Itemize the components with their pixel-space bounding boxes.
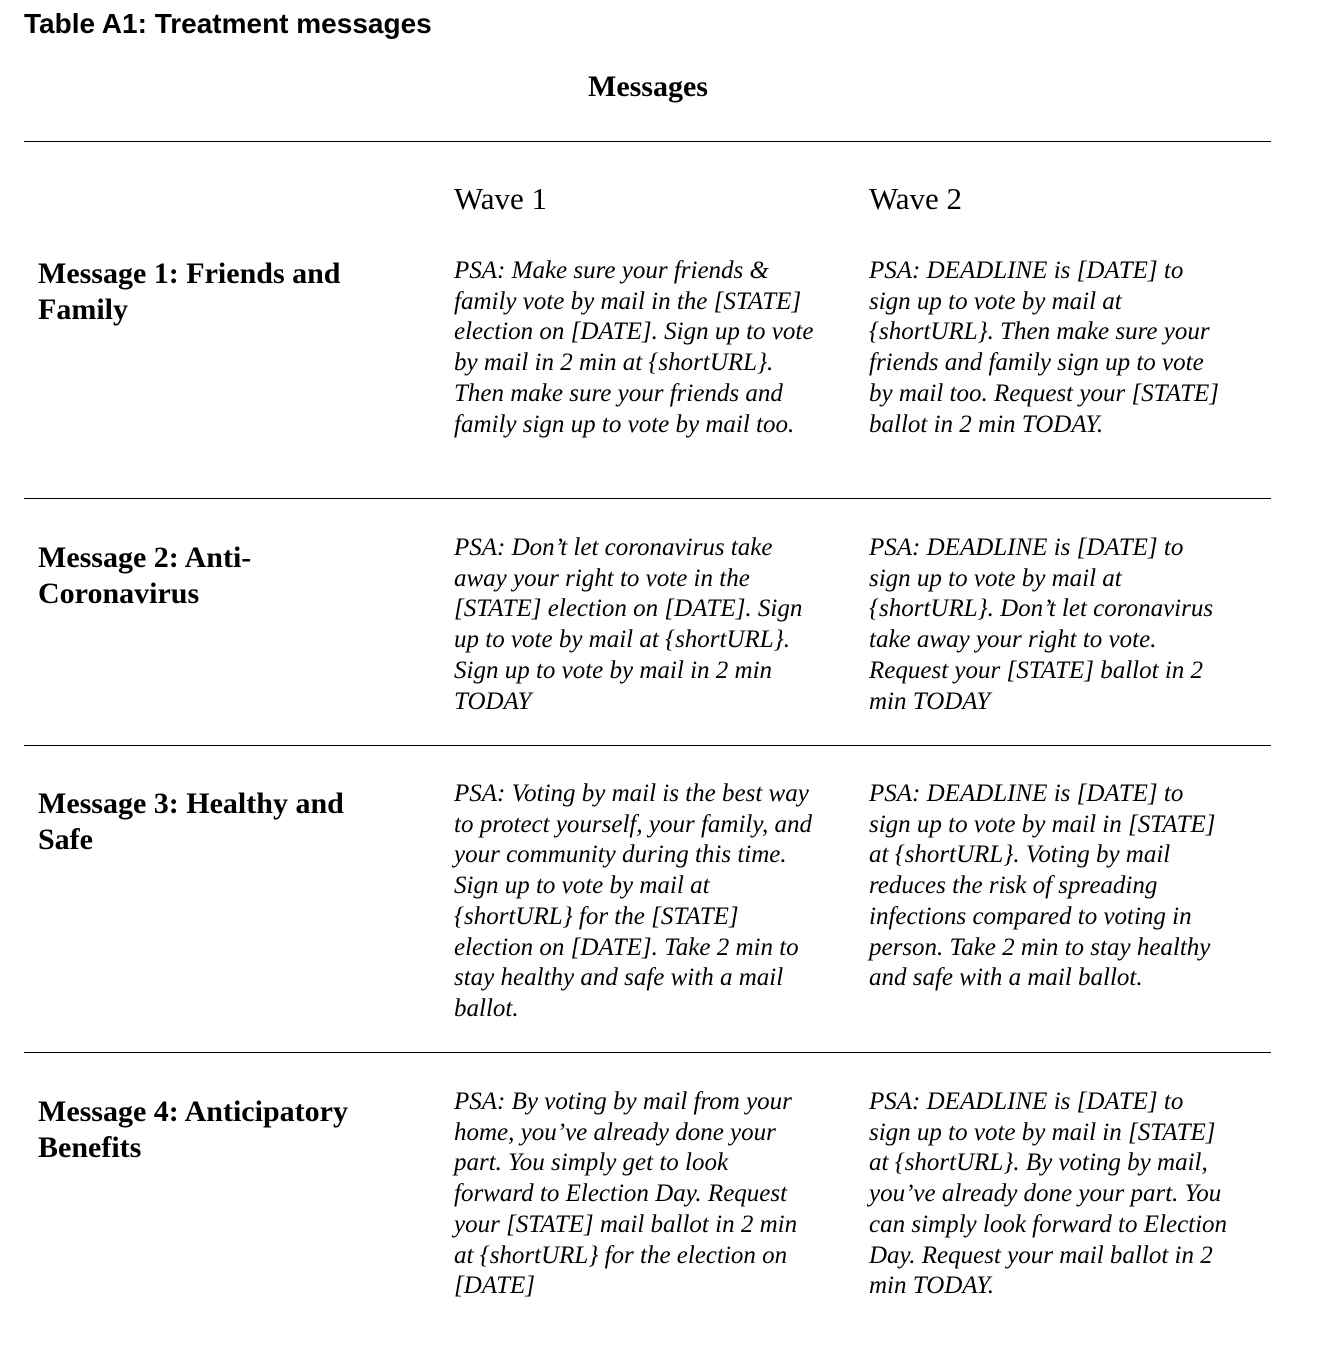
message-line: election on [DATE]. Take 2 min to [454, 933, 799, 961]
message-line: PSA: DEADLINE is [DATE] to [869, 534, 1184, 561]
message-line: by mail in 2 min at {shortURL}. [454, 349, 774, 377]
message-line: min TODAY [869, 687, 991, 715]
row-label-line: Family [38, 293, 128, 326]
message-line: Then make sure your friends and [454, 379, 783, 407]
message-line: your [STATE] mail ballot in 2 min [454, 1210, 798, 1238]
top-rule [24, 141, 1271, 142]
message-line: family vote by mail in the [STATE] [454, 287, 802, 315]
message-line: sign up to vote by mail at [869, 564, 1122, 592]
row-label-message-2 [38, 540, 418, 612]
row-divider [24, 745, 1271, 746]
message-line: Sign up to vote by mail at [454, 872, 710, 900]
wave-2-header: Wave 2 [869, 181, 963, 216]
message-line: away your right to vote in the [454, 564, 750, 592]
message-line: at {shortURL}. By voting by mail, [869, 1149, 1208, 1177]
message-line: PSA: Voting by mail is the best way [454, 780, 809, 807]
message-line: ballot in 2 min TODAY. [869, 410, 1104, 438]
message-line: PSA: Don’t let coronavirus take [454, 534, 773, 561]
row-divider [24, 498, 1271, 499]
message-line: [STATE] election on [DATE]. Sign [454, 595, 803, 623]
message-line: sign up to vote by mail in [STATE] [869, 810, 1216, 838]
row-divider [24, 1052, 1271, 1053]
row-label-line: Message 2: Anti- [38, 541, 252, 574]
message-2-wave-1 [454, 533, 802, 717]
message-line: take away your right to vote. [869, 626, 1157, 654]
row-label-line: Benefits [38, 1131, 142, 1164]
message-line: person. Take 2 min to stay healthy [869, 933, 1211, 961]
message-line: TODAY [454, 687, 532, 715]
message-line: Sign up to vote by mail in 2 min [454, 656, 773, 684]
row-label-line: Message 1: Friends and [38, 257, 341, 290]
row-label-message-4 [38, 1094, 418, 1166]
message-line: {shortURL}. Don’t let coronavirus [869, 595, 1214, 623]
wave-1-header: Wave 1 [454, 181, 548, 216]
message-line: part. You simply get to look [454, 1149, 729, 1177]
row-label-message-1 [38, 256, 418, 328]
message-line: infections compared to voting in [869, 902, 1192, 930]
message-line: at {shortURL}. Voting by mail [869, 841, 1171, 869]
message-line: {shortURL}. Then make sure your [869, 318, 1210, 346]
message-line: friends and family sign up to vote [869, 349, 1204, 377]
messages-header: Messages [588, 70, 708, 103]
message-line: stay healthy and safe with a mail [454, 964, 784, 992]
row-label-line: Coronavirus [38, 577, 200, 610]
message-line: PSA: DEADLINE is [DATE] to [869, 1088, 1184, 1115]
message-line: Request your [STATE] ballot in 2 [869, 656, 1204, 684]
message-3-wave-2 [869, 779, 1216, 994]
table-title: Table A1: Treatment messages [24, 8, 432, 39]
message-line: PSA: DEADLINE is [DATE] to [869, 257, 1184, 284]
message-line: ballot. [454, 994, 519, 1022]
message-line: reduces the risk of spreading [869, 872, 1158, 900]
message-line: min TODAY. [869, 1272, 995, 1300]
message-line: Day. Request your mail ballot in 2 [869, 1241, 1213, 1269]
message-1-wave-2 [869, 256, 1219, 440]
message-4-wave-1 [454, 1087, 797, 1302]
message-line: can simply look forward to Election [869, 1210, 1228, 1238]
row-label-line: Message 3: Healthy and [38, 787, 344, 820]
message-line: PSA: Make sure your friends & [454, 257, 769, 284]
message-line: home, you’ve already done your [454, 1118, 776, 1146]
row-label-line: Message 4: Anticipatory [38, 1095, 348, 1128]
message-line: sign up to vote by mail at [869, 287, 1122, 315]
message-line: forward to Election Day. Request [454, 1180, 788, 1208]
message-line: you’ve already done your part. You [869, 1180, 1222, 1208]
message-line: {shortURL} for the [STATE] [454, 902, 739, 930]
message-line: up to vote by mail at {shortURL}. [454, 626, 790, 654]
message-3-wave-1 [454, 779, 812, 1025]
message-line: and safe with a mail ballot. [869, 964, 1143, 992]
message-line: to protect yourself, your family, and [454, 810, 813, 838]
message-line: family sign up to vote by mail too. [454, 410, 795, 438]
message-1-wave-1 [454, 256, 813, 440]
row-label-line: Safe [38, 823, 93, 856]
message-line: PSA: DEADLINE is [DATE] to [869, 780, 1184, 807]
message-line: PSA: By voting by mail from your [454, 1088, 792, 1115]
message-4-wave-2 [869, 1087, 1227, 1302]
message-line: sign up to vote by mail in [STATE] [869, 1118, 1216, 1146]
message-line: election on [DATE]. Sign up to vote [454, 318, 814, 346]
message-line: your community during this time. [454, 841, 787, 869]
message-2-wave-2 [869, 533, 1213, 717]
row-label-message-3 [38, 786, 418, 858]
message-line: at {shortURL} for the election on [454, 1241, 788, 1269]
message-line: [DATE] [454, 1272, 536, 1300]
message-line: by mail too. Request your [STATE] [869, 379, 1219, 407]
